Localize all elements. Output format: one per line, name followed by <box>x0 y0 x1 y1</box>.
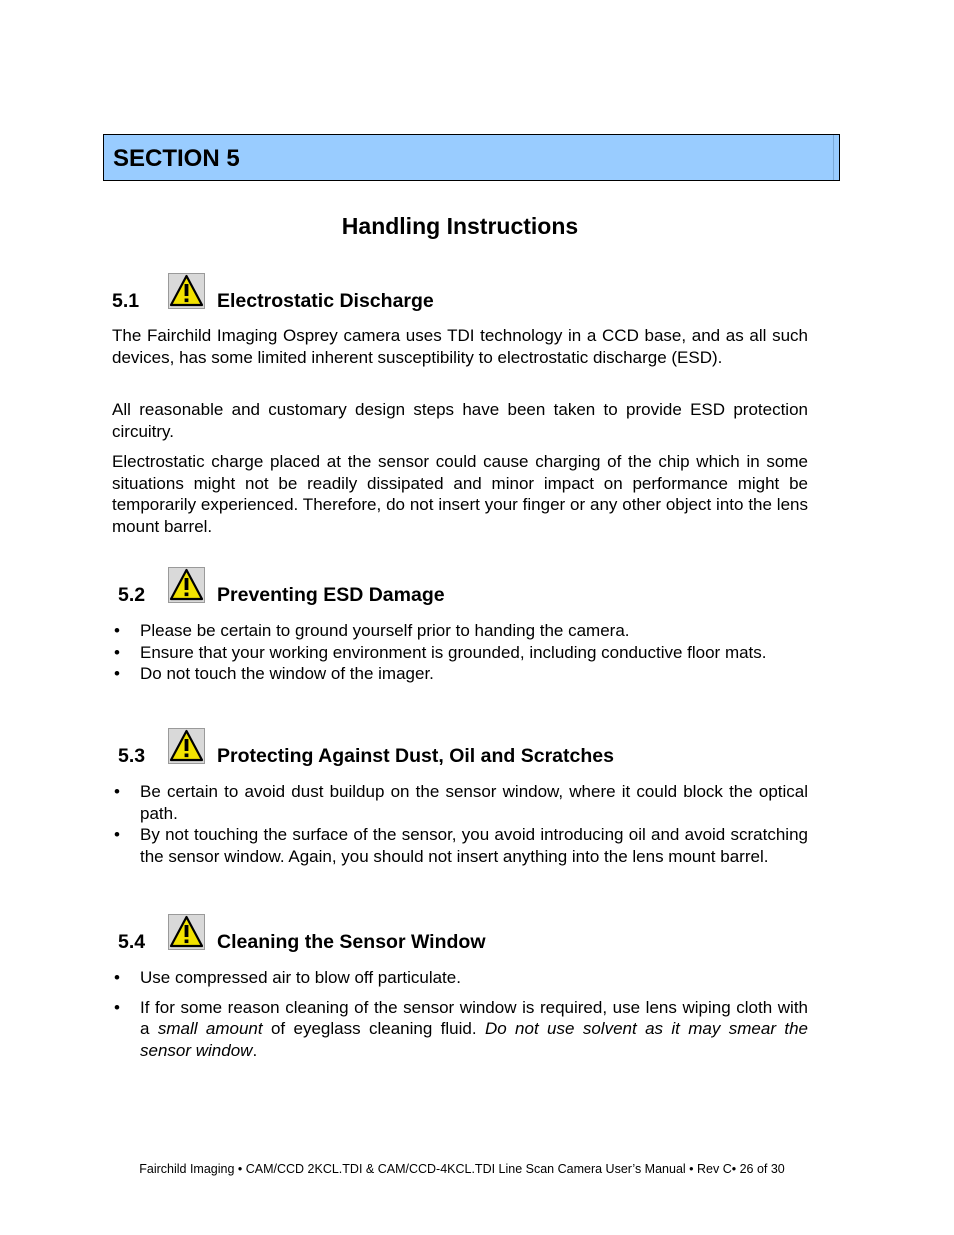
bullet-list-dust-oil <box>112 781 808 867</box>
section-heading-5-3 <box>118 728 818 768</box>
section-number: 5.1 <box>112 290 140 312</box>
section-banner <box>103 134 840 181</box>
page-title: Handling Instructions <box>341 213 579 239</box>
section-number: 5.3 <box>118 745 146 767</box>
warning-triangle-icon <box>168 273 205 309</box>
list-item: • Be certain to avoid dust buildup on the sensor window, where it could block the optical path. <box>114 782 808 823</box>
paragraph-esd-charge: Electrostatic charge placed at the sensor could cause charging of the chip which in some situations might not be readily dissipated and minor impact on performance might be temporarily experienced. Therefore, do not insert your finger or any other object into the lens mount barrel. <box>112 452 808 536</box>
list-item: • Ensure that your working environment is grounded, including conductive floor mats. <box>114 642 767 662</box>
warning-triangle-icon <box>168 914 205 950</box>
section-number: 5.2 <box>118 584 146 606</box>
list-item: • By not touching the surface of the sensor, you avoid introducing oil and avoid scratching the sensor window. Again, you should not insert anything into the lens mount barrel. <box>114 825 808 866</box>
bullet-icon: • <box>114 621 120 640</box>
section-heading-5-2 <box>118 567 818 607</box>
bullet-list-esd-damage <box>112 620 808 685</box>
bullet-icon: • <box>114 997 120 1017</box>
bullet-list-cleaning <box>112 967 808 1061</box>
section-heading-5-4 <box>118 914 818 954</box>
paragraph-esd-intro: The Fairchild Imaging Osprey camera uses TDI technology in a CCD base, and as all such devices, has some limited inherent susceptibility to electrostatic discharge (ESD). <box>112 326 808 367</box>
section-title: Cleaning the Sensor Window <box>217 931 486 953</box>
bullet-icon: • <box>114 642 120 662</box>
list-item: • Do not touch the window of the imager. <box>114 664 434 683</box>
bullet-icon: • <box>114 968 120 987</box>
list-item: • Please be certain to ground yourself prior to handing the camera. <box>114 621 630 640</box>
paragraph-esd-protection: All reasonable and customary design steps have been taken to provide ESD protection circuitry. <box>112 400 808 441</box>
list-item: • Use compressed air to blow off particulate. <box>114 968 461 987</box>
section-title: Electrostatic Discharge <box>217 290 434 312</box>
banner-inner-line <box>833 135 834 180</box>
emphasis-small-amount: small amount <box>157 1019 263 1038</box>
section-label: SECTION 5 <box>113 145 240 172</box>
bullet-icon: • <box>114 825 120 844</box>
warning-triangle-icon <box>168 567 205 603</box>
list-item: • If for some reason cleaning of the sensor window is required, use lens wiping cloth with a small amount of eyeglass cleaning fluid. Do not use solvent as it may smear the sensor window. <box>114 997 808 1060</box>
bullet-icon: • <box>114 664 120 683</box>
section-title: Protecting Against Dust, Oil and Scratches <box>217 745 614 767</box>
bullet-icon: • <box>114 782 120 801</box>
section-heading-5-1 <box>112 273 812 313</box>
warning-triangle-icon <box>168 728 205 764</box>
emphasis-solvent-warning: Do not use solvent as it may smear the sensor window <box>140 1019 808 1060</box>
page-footer: Fairchild Imaging • CAM/CCD 2KCL.TDI & CAM/CCD-4KCL.TDI Line Scan Camera User’s Manual • Rev C• 26 of 30 <box>139 1162 785 1176</box>
section-number: 5.4 <box>118 931 146 953</box>
section-title: Preventing ESD Damage <box>217 584 445 606</box>
